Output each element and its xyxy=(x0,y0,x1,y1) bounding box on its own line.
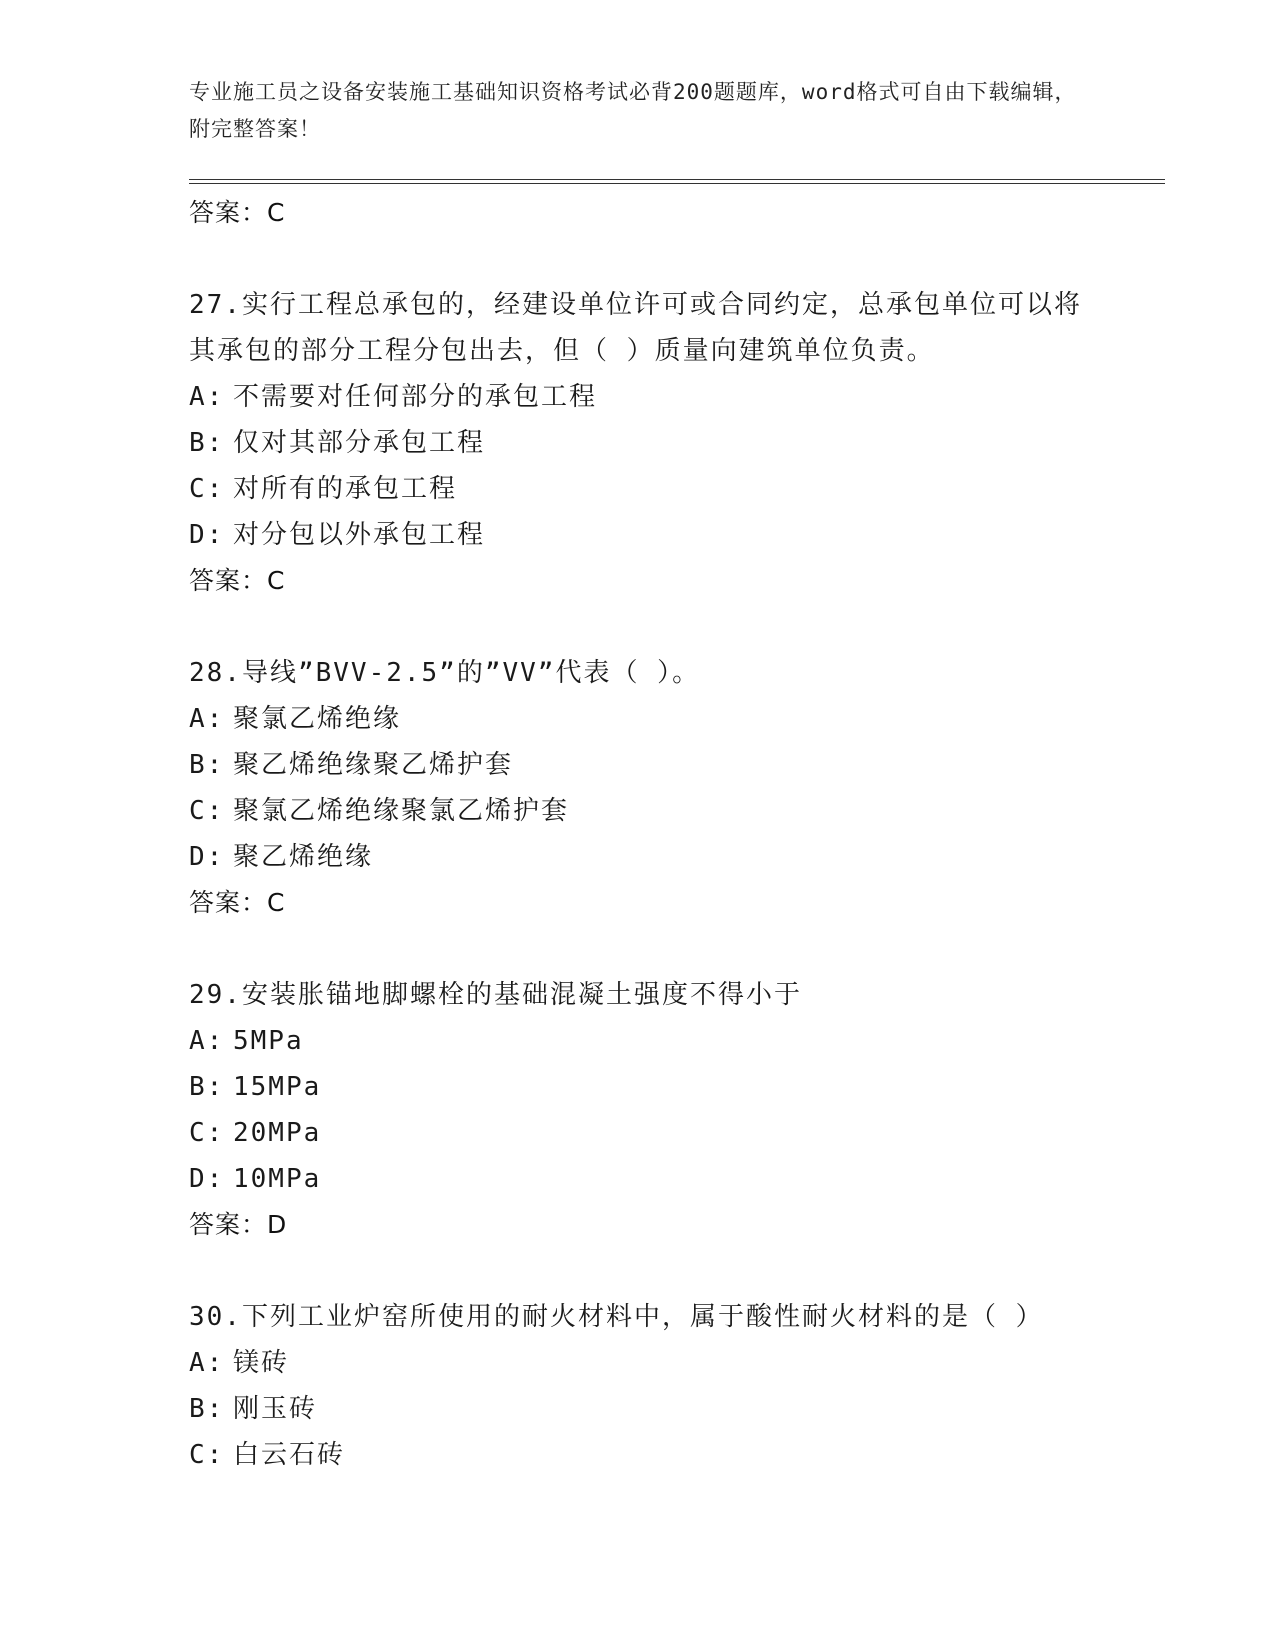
option-text: 对所有的承包工程 xyxy=(233,474,458,504)
option-a xyxy=(189,1340,1089,1386)
option-key: B: xyxy=(189,428,225,458)
option-key: C: xyxy=(189,1440,225,1470)
option-text: 聚氯乙烯绝缘聚氯乙烯护套 xyxy=(233,796,570,826)
option-key: A: xyxy=(189,1026,225,1056)
spacer xyxy=(189,604,1089,650)
option-text: 5MPa xyxy=(233,1026,304,1056)
spacer xyxy=(189,926,1089,972)
option-key: B: xyxy=(189,1072,225,1102)
option-d xyxy=(189,512,1089,558)
option-key: A: xyxy=(189,704,225,734)
option-c xyxy=(189,466,1089,512)
option-b xyxy=(189,1386,1089,1432)
option-d xyxy=(189,834,1089,880)
option-b xyxy=(189,1064,1089,1110)
question-list xyxy=(189,190,1089,1478)
option-d xyxy=(189,1156,1089,1202)
option-key: A: xyxy=(189,1348,225,1378)
option-c xyxy=(189,1110,1089,1156)
option-text: 15MPa xyxy=(233,1072,322,1102)
page-header-title: 专业施工员之设备安装施工基础知识资格考试必背200题题库，word格式可自由下载编辑，附完整答案！ xyxy=(189,80,1077,141)
spacer xyxy=(189,1248,1089,1294)
question-text: 28.导线”BVV-2.5”的”VV”代表（ ）。 xyxy=(189,658,701,688)
option-b xyxy=(189,420,1089,466)
option-key: C: xyxy=(189,796,225,826)
option-text: 20MPa xyxy=(233,1118,322,1148)
option-key: C: xyxy=(189,474,225,504)
answer-line: 答案：C xyxy=(189,198,286,227)
option-a xyxy=(189,696,1089,742)
option-key: A: xyxy=(189,382,225,412)
option-text: 不需要对任何部分的承包工程 xyxy=(233,382,598,412)
option-key: D: xyxy=(189,1164,225,1194)
question-text: 29.安装胀锚地脚螺栓的基础混凝土强度不得小于 xyxy=(189,980,802,1010)
option-text: 聚乙烯绝缘聚乙烯护套 xyxy=(233,750,514,780)
option-key: C: xyxy=(189,1118,225,1148)
option-text: 10MPa xyxy=(233,1164,322,1194)
option-key: D: xyxy=(189,520,225,550)
option-text: 白云石砖 xyxy=(233,1440,346,1470)
spacer xyxy=(189,236,1089,282)
option-b xyxy=(189,742,1089,788)
option-c xyxy=(189,788,1089,834)
answer-line: 答案：C xyxy=(189,888,286,917)
header-divider xyxy=(189,179,1165,184)
question-text: 30.下列工业炉窑所使用的耐火材料中，属于酸性耐火材料的是（ ） xyxy=(189,1302,1044,1332)
option-text: 聚氯乙烯绝缘 xyxy=(233,704,402,734)
option-a xyxy=(189,1018,1089,1064)
answer-line: 答案：D xyxy=(189,1210,288,1239)
option-c xyxy=(189,1432,1089,1478)
option-key: D: xyxy=(189,842,225,872)
option-text: 仅对其部分承包工程 xyxy=(233,428,486,458)
answer-line: 答案：C xyxy=(189,566,286,595)
option-text: 对分包以外承包工程 xyxy=(233,520,486,550)
option-text: 刚玉砖 xyxy=(233,1394,318,1424)
option-text: 镁砖 xyxy=(233,1348,290,1378)
option-text: 聚乙烯绝缘 xyxy=(233,842,374,872)
option-key: B: xyxy=(189,1394,225,1424)
option-key: B: xyxy=(189,750,225,780)
option-a xyxy=(189,374,1089,420)
question-text: 27.实行工程总承包的，经建设单位许可或合同约定，总承包单位可以将其承包的部分工程分包出去，但（ ）质量向建筑单位负责。 xyxy=(189,290,1082,366)
